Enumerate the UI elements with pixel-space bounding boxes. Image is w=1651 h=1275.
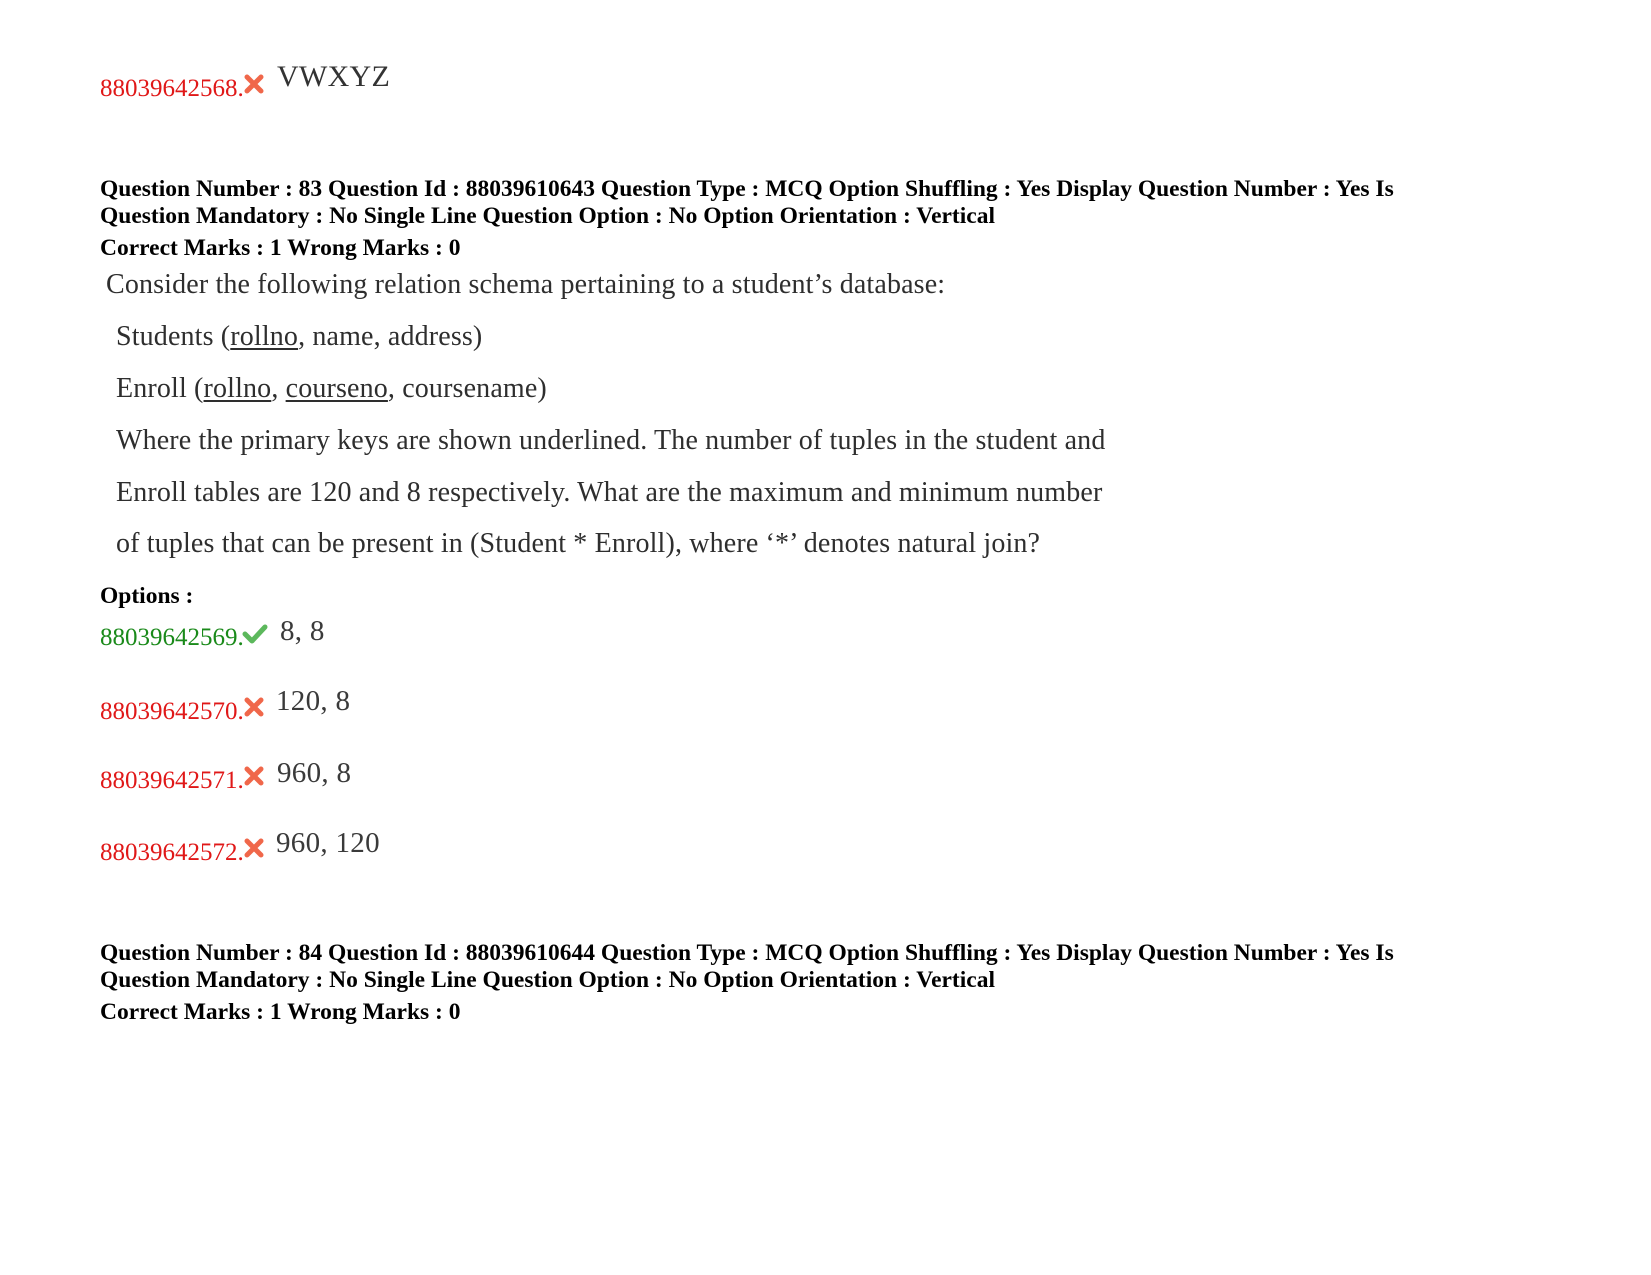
question-paragraph-line: of tuples that can be present in (Student * Enroll), where ‘*’ denotes natural join? bbox=[116, 528, 1041, 559]
schema-enroll bbox=[116, 372, 547, 406]
option-id: 88039642568. bbox=[100, 75, 244, 102]
schema-rest: , name, address) bbox=[298, 321, 483, 352]
schema-table: Enroll ( bbox=[116, 373, 204, 404]
option-text: VWXYZ bbox=[277, 60, 391, 93]
option-text: 8, 8 bbox=[280, 615, 325, 647]
cross-icon bbox=[243, 837, 265, 859]
question-paragraph-line: Enroll tables are 120 and 8 respectively. What are the maximum and minimum number bbox=[116, 477, 1103, 508]
schema-sep: , bbox=[271, 373, 286, 404]
option-text: 960, 120 bbox=[276, 827, 380, 859]
cross-icon bbox=[243, 696, 265, 718]
primary-key: rollno bbox=[203, 373, 272, 404]
option-text: 960, 8 bbox=[277, 757, 352, 789]
option-id: 88039642572. bbox=[100, 839, 244, 866]
question-meta-line: Question Mandatory : No Single Line Question Option : No Option Orientation : Vertical bbox=[100, 203, 995, 229]
cross-icon bbox=[243, 765, 265, 787]
question-paragraph-line: Where the primary keys are shown underlined. The number of tuples in the student and bbox=[116, 425, 1106, 456]
question-marks: Correct Marks : 1 Wrong Marks : 0 bbox=[100, 999, 461, 1025]
primary-key: rollno bbox=[230, 321, 299, 352]
question-meta-line: Question Number : 83 Question Id : 88039610643 Question Type : MCQ Option Shuffling : Yes Display Question Number : Yes Is bbox=[100, 176, 1394, 202]
primary-key: courseno bbox=[285, 373, 388, 404]
question-meta-line: Question Number : 84 Question Id : 88039610644 Question Type : MCQ Option Shuffling : Yes Display Question Number : Yes Is bbox=[100, 940, 1394, 966]
option-text: 120, 8 bbox=[276, 685, 351, 717]
cross-icon bbox=[243, 73, 265, 95]
schema-students bbox=[116, 320, 482, 354]
schema-rest: , coursename) bbox=[387, 373, 547, 404]
question-intro: Consider the following relation schema pertaining to a student’s database: bbox=[106, 269, 946, 300]
check-icon bbox=[242, 623, 268, 645]
options-label: Options : bbox=[100, 583, 194, 609]
schema-table: Students ( bbox=[116, 321, 231, 352]
option-id: 88039642571. bbox=[100, 767, 244, 794]
question-meta-line: Question Mandatory : No Single Line Question Option : No Option Orientation : Vertical bbox=[100, 967, 995, 993]
option-id: 88039642569. bbox=[100, 624, 244, 651]
question-marks: Correct Marks : 1 Wrong Marks : 0 bbox=[100, 235, 461, 261]
option-id: 88039642570. bbox=[100, 698, 244, 725]
